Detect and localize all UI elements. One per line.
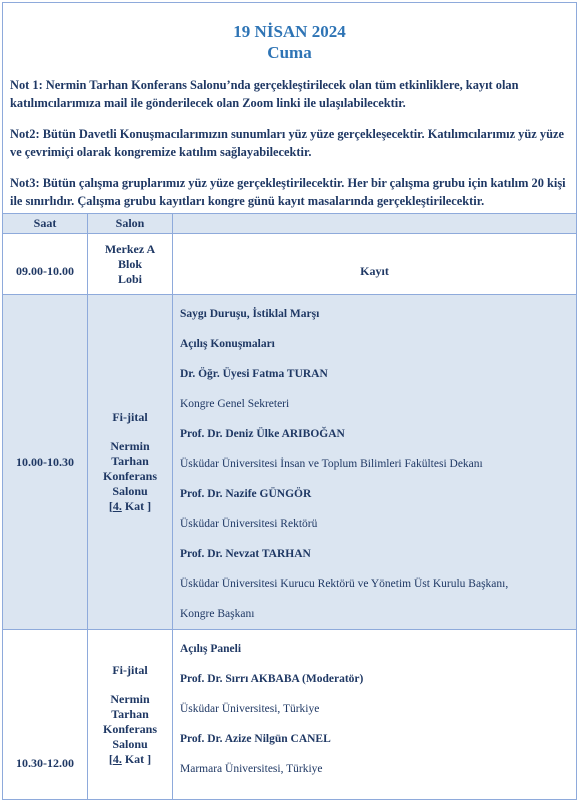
salon-line: Blok — [117, 256, 142, 271]
content-cell: Kayıt — [173, 234, 577, 295]
table-row — [3, 295, 577, 630]
header-salon: Salon — [88, 214, 173, 234]
salon-line: Salonu — [112, 736, 148, 751]
speaker-title: Üsküdar Üniversitesi Rektörü — [180, 518, 318, 530]
note-3: Not3: Bütün çalışma gruplarımız yüz yüze gerçekleştirilecektir. Her bir çalışma grubu için katılım 20 kişi ile sınırlıdır. Çalışma grubu kayıtları kongre günü kayıt masalarında gerçekleştirilecektir. — [10, 176, 566, 208]
schedule-table — [2, 213, 577, 800]
content-cell — [173, 295, 577, 630]
salon-mode: Fi-jital — [112, 662, 148, 677]
speaker-name: Prof. Dr. Nazife GÜNGÖR — [180, 488, 312, 500]
speaker-name: Dr. Öğr. Üyesi Fatma TURAN — [180, 368, 328, 380]
time-cell: 10.00-10.30 — [3, 295, 88, 630]
speaker-name: Prof. Dr. Azize Nilgün CANEL — [180, 733, 331, 745]
program-document — [2, 2, 577, 789]
program-item: Açılış Paneli — [180, 643, 242, 655]
time-cell: 10.30-12.00 — [3, 630, 88, 800]
salon-cell — [88, 234, 173, 295]
note-2: Not2: Bütün Davetli Konuşmacılarımızın sunumları yüz yüze gerçekleşecektir. Katılımcılarımız yüz yüze ve çevrimiçi olarak kongremize katılım sağlayabilecektir. — [10, 127, 564, 159]
speaker-title: Üsküdar Üniversitesi Kurucu Rektörü ve Yönetim Üst Kurulu Başkanı, — [180, 578, 509, 590]
speaker-name: Prof. Dr. Sırrı AKBABA (Moderatör) — [180, 673, 364, 685]
header-content — [173, 214, 577, 234]
salon-line: Nermin — [110, 439, 150, 453]
speaker-name: Prof. Dr. Nevzat TARHAN — [180, 548, 311, 560]
note-1: Not 1: Nermin Tarhan Konferans Salonu’nda gerçekleştirilecek olan tüm etkinliklere, kayıt olan katılımcılarımıza mail ile gönderilecek olan Zoom linki ile ulaşılabilecektir. — [10, 78, 519, 110]
salon-line: Salonu — [112, 484, 148, 498]
salon-line: Konferans — [103, 469, 157, 483]
salon-mode: Fi-jital — [112, 410, 148, 424]
speaker-title: Kongre Başkanı — [180, 608, 255, 620]
salon-cell — [88, 295, 173, 630]
salon-floor: [4. Kat ] — [108, 751, 152, 766]
speaker-title: Kongre Genel Sekreteri — [180, 398, 290, 410]
program-day: Cuma — [267, 43, 312, 62]
table-header-row — [3, 214, 577, 234]
speaker-title: Üsküdar Üniversitesi, Türkiye — [180, 703, 320, 715]
salon-line: Tarhan — [111, 706, 149, 721]
header-time: Saat — [3, 214, 88, 234]
program-item: Saygı Duruşu, İstiklal Marşı — [180, 308, 320, 320]
table-row — [3, 630, 577, 800]
table-row — [3, 234, 577, 295]
salon-line: Lobi — [117, 271, 142, 286]
salon-line: Konferans — [103, 721, 157, 736]
salon-cell — [88, 630, 173, 800]
salon-floor: [4. Kat ] — [108, 499, 152, 513]
content-cell — [173, 630, 577, 800]
program-item: Açılış Konuşmaları — [180, 338, 275, 350]
salon-line: Tarhan — [111, 454, 149, 468]
salon-line: Nermin — [110, 691, 150, 706]
time-cell: 09.00-10.00 — [3, 234, 88, 295]
program-date: 19 NİSAN 2024 — [233, 22, 346, 41]
speaker-title: Üsküdar Üniversitesi İnsan ve Toplum Bilimleri Fakültesi Dekanı — [180, 458, 483, 470]
speaker-title: Marmara Üniversitesi, Türkiye — [180, 763, 323, 775]
speaker-name: Prof. Dr. Deniz Ülke ARIBOĞAN — [180, 428, 345, 440]
salon-line: Merkez A — [104, 241, 156, 256]
